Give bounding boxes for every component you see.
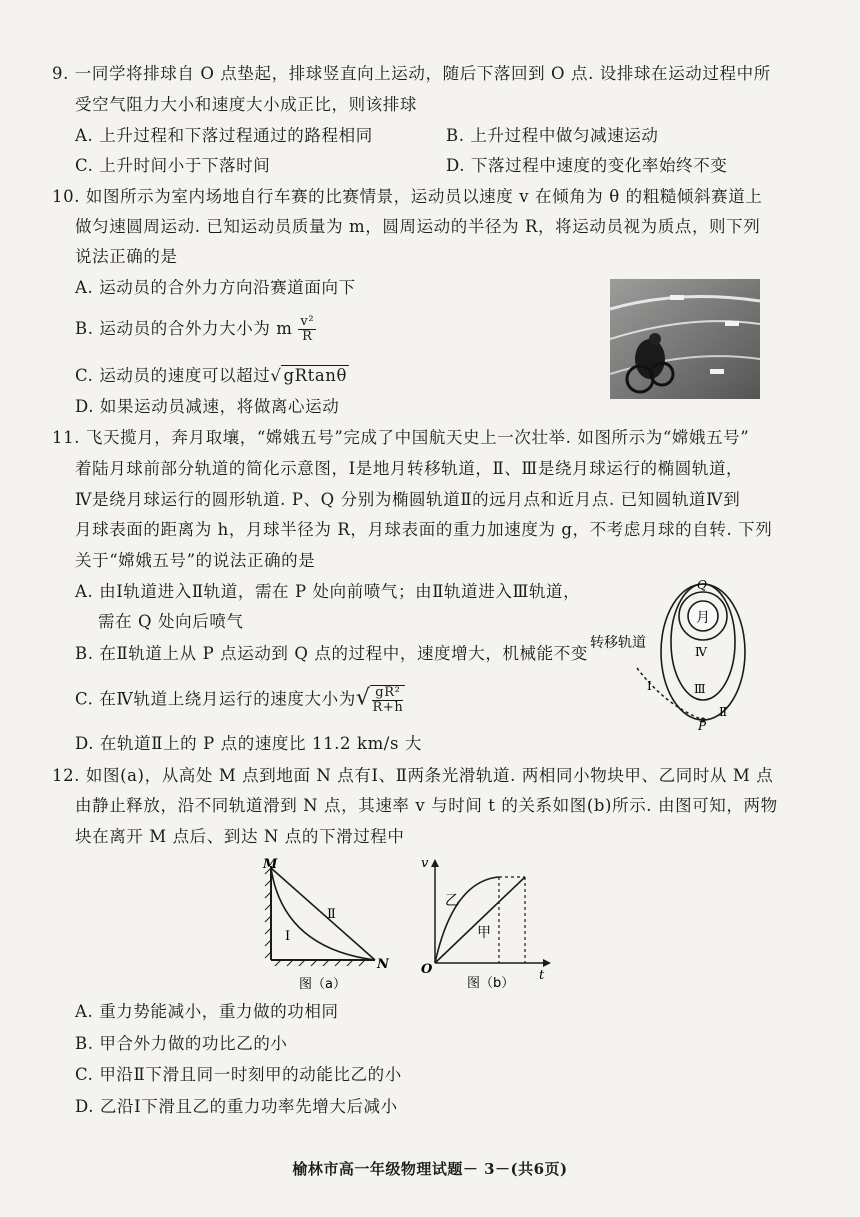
q12-option-a: A. 重力势能减小，重力做的功相同 <box>75 1002 339 1021</box>
q9-option-c: C. 上升时间小于下落时间 <box>75 156 271 175</box>
transfer-orbit-label: 转移轨道 <box>590 635 646 651</box>
point-p-label: P <box>698 719 707 730</box>
figure-a-caption: 图（a） <box>299 977 346 992</box>
orbit-label-II: Ⅱ <box>719 705 728 719</box>
q11-stem-line4: 月球表面的距离为 h，月球半径为 R，月球表面的重力加速度为 g，不考虑月球的自转. 下列 <box>75 520 773 539</box>
q10-option-b-text: B. 运动员的合外力大小为 m <box>75 319 293 338</box>
q12-stem-line2: 由静止释放，沿不同轨道滑到 N 点，其速率 v 与时间 t 的关系如图(b)所示. 由图可知，两物 <box>75 796 778 815</box>
q11-stem-line1: 11. 飞天揽月，奔月取壤，“嫦娥五号”完成了中国航天史上一次壮举. 如图所示为“嫦娥五号” <box>52 428 750 447</box>
curve-yi-label: 乙 <box>445 893 459 909</box>
orbit-label-I: Ⅰ <box>647 679 652 693</box>
q12-option-b: B. 甲合外力做的功比乙的小 <box>75 1034 288 1053</box>
q11-option-a-line2: 需在 Q 处向后喷气 <box>98 612 244 631</box>
t-axis-arrow-icon <box>543 959 551 967</box>
fraction-numerator: v² <box>300 314 315 329</box>
sqrt-icon: √ <box>270 366 282 385</box>
orbit-label-III: Ⅲ <box>694 682 706 696</box>
q9-option-d: D. 下落过程中速度的变化率始终不变 <box>446 156 728 175</box>
q12-stem-line3: 块在离开 M 点后、到达 N 点的下滑过程中 <box>75 827 405 846</box>
q11-option-d: D. 在轨道Ⅱ上的 P 点的速度比 11.2 km/s 大 <box>75 734 422 753</box>
q11-stem-line2: 着陆月球前部分轨道的简化示意图，Ⅰ是地月转移轨道，Ⅱ、Ⅲ是绕月球运行的椭圆轨道， <box>75 459 744 478</box>
cyclist-head <box>649 333 661 345</box>
q11-stem-line5: 关于“嫦娥五号”的说法正确的是 <box>75 551 316 570</box>
track-marker <box>710 369 724 374</box>
v-axis-arrow-icon <box>431 859 439 867</box>
q9-option-a: A. 上升过程和下落过程通过的路程相同 <box>75 126 373 145</box>
page-footer: 榆林市高一年级物理试题－ 3－(共6页) <box>292 1160 568 1178</box>
track-marker <box>670 295 684 300</box>
origin-label: O <box>421 962 433 977</box>
orbit-diagram <box>585 580 755 730</box>
track-label-II: Ⅱ <box>327 907 336 922</box>
q9-option-b: B. 上升过程中做匀减速运动 <box>446 126 659 145</box>
q10-option-c <box>75 365 349 387</box>
q11-option-c-text: C. 在Ⅳ轨道上绕月运行的速度大小为 <box>75 689 356 709</box>
q10-stem-line2: 做匀速圆周运动. 已知运动员质量为 m，圆周运动的半径为 R，将运动员视为质点，则下列 <box>75 217 761 236</box>
fraction-numerator: gR² <box>372 686 403 701</box>
q11-stem-line3: Ⅳ是绕月球运行的圆形轨道. P、Q 分别为椭圆轨道Ⅱ的远月点和近月点. 已知圆轨道Ⅳ到 <box>75 490 741 509</box>
track-label-I: Ⅰ <box>285 929 291 944</box>
q12-stem-line1: 12. 如图(a)，从高处 M 点到地面 N 点有Ⅰ、Ⅱ两条光滑轨道. 两相同小物块甲、乙同时从 M 点 <box>52 766 774 785</box>
t-axis-label: t <box>539 968 545 983</box>
figure-b-caption: 图（b） <box>467 976 515 991</box>
point-q-label: Q <box>697 580 707 592</box>
curve-jia-label: 甲 <box>477 925 491 941</box>
track-marker <box>725 321 739 326</box>
q11-option-c-fraction <box>370 685 405 715</box>
q11-option-a-line1: A. 由Ⅰ轨道进入Ⅱ轨道，需在 P 处向前喷气；由Ⅱ轨道进入Ⅲ轨道， <box>75 582 581 601</box>
cycling-track-photo <box>610 279 760 399</box>
fraction-denominator: R <box>302 329 313 344</box>
figure-a-tracks <box>255 858 395 993</box>
q11-option-b: B. 在Ⅱ轨道上从 P 点运动到 Q 点的过程中，速度增大，机械能不变 <box>75 644 588 663</box>
q10-option-c-text: C. 运动员的速度可以超过 <box>75 366 271 385</box>
moon-label: 月 <box>696 610 710 626</box>
orbit-label-IV: Ⅳ <box>695 645 707 659</box>
q10-option-d: D. 如果运动员减速，将做离心运动 <box>75 397 340 416</box>
curve-yi <box>435 877 499 963</box>
sqrt-icon: √ <box>355 685 371 711</box>
q9-stem-line1: 9. 一同学将排球自 O 点垫起，排球竖直向上运动，随后下落回到 O 点. 设排球在运动过程中所 <box>52 64 771 83</box>
q10-option-b <box>75 315 316 344</box>
q10-stem-line1: 10. 如图所示为室内场地自行车赛的比赛情景，运动员以速度 v 在倾角为 θ 的粗糙倾斜赛道上 <box>52 187 763 206</box>
q11-option-c <box>75 685 405 715</box>
figure-b-vt-graph <box>413 855 553 995</box>
q9-stem-line2: 受空气阻力大小和速度大小成正比，则该排球 <box>75 95 417 114</box>
v-axis-label: v <box>421 856 429 871</box>
q12-option-d: D. 乙沿Ⅰ下滑且乙的重力功率先增大后减小 <box>75 1097 398 1116</box>
point-m-label: M <box>263 858 278 872</box>
q10-option-b-fraction <box>298 315 316 344</box>
q10-stem-line3: 说法正确的是 <box>75 247 178 266</box>
fraction-denominator: R+h <box>372 700 404 715</box>
point-n-label: N <box>377 957 389 972</box>
q10-option-a: A. 运动员的合外力方向沿赛道面向下 <box>75 278 356 297</box>
track-II <box>271 868 375 960</box>
q12-option-c: C. 甲沿Ⅱ下滑且同一时刻甲的动能比乙的小 <box>75 1065 402 1084</box>
q10-option-c-radicand: gRtanθ <box>283 366 348 385</box>
